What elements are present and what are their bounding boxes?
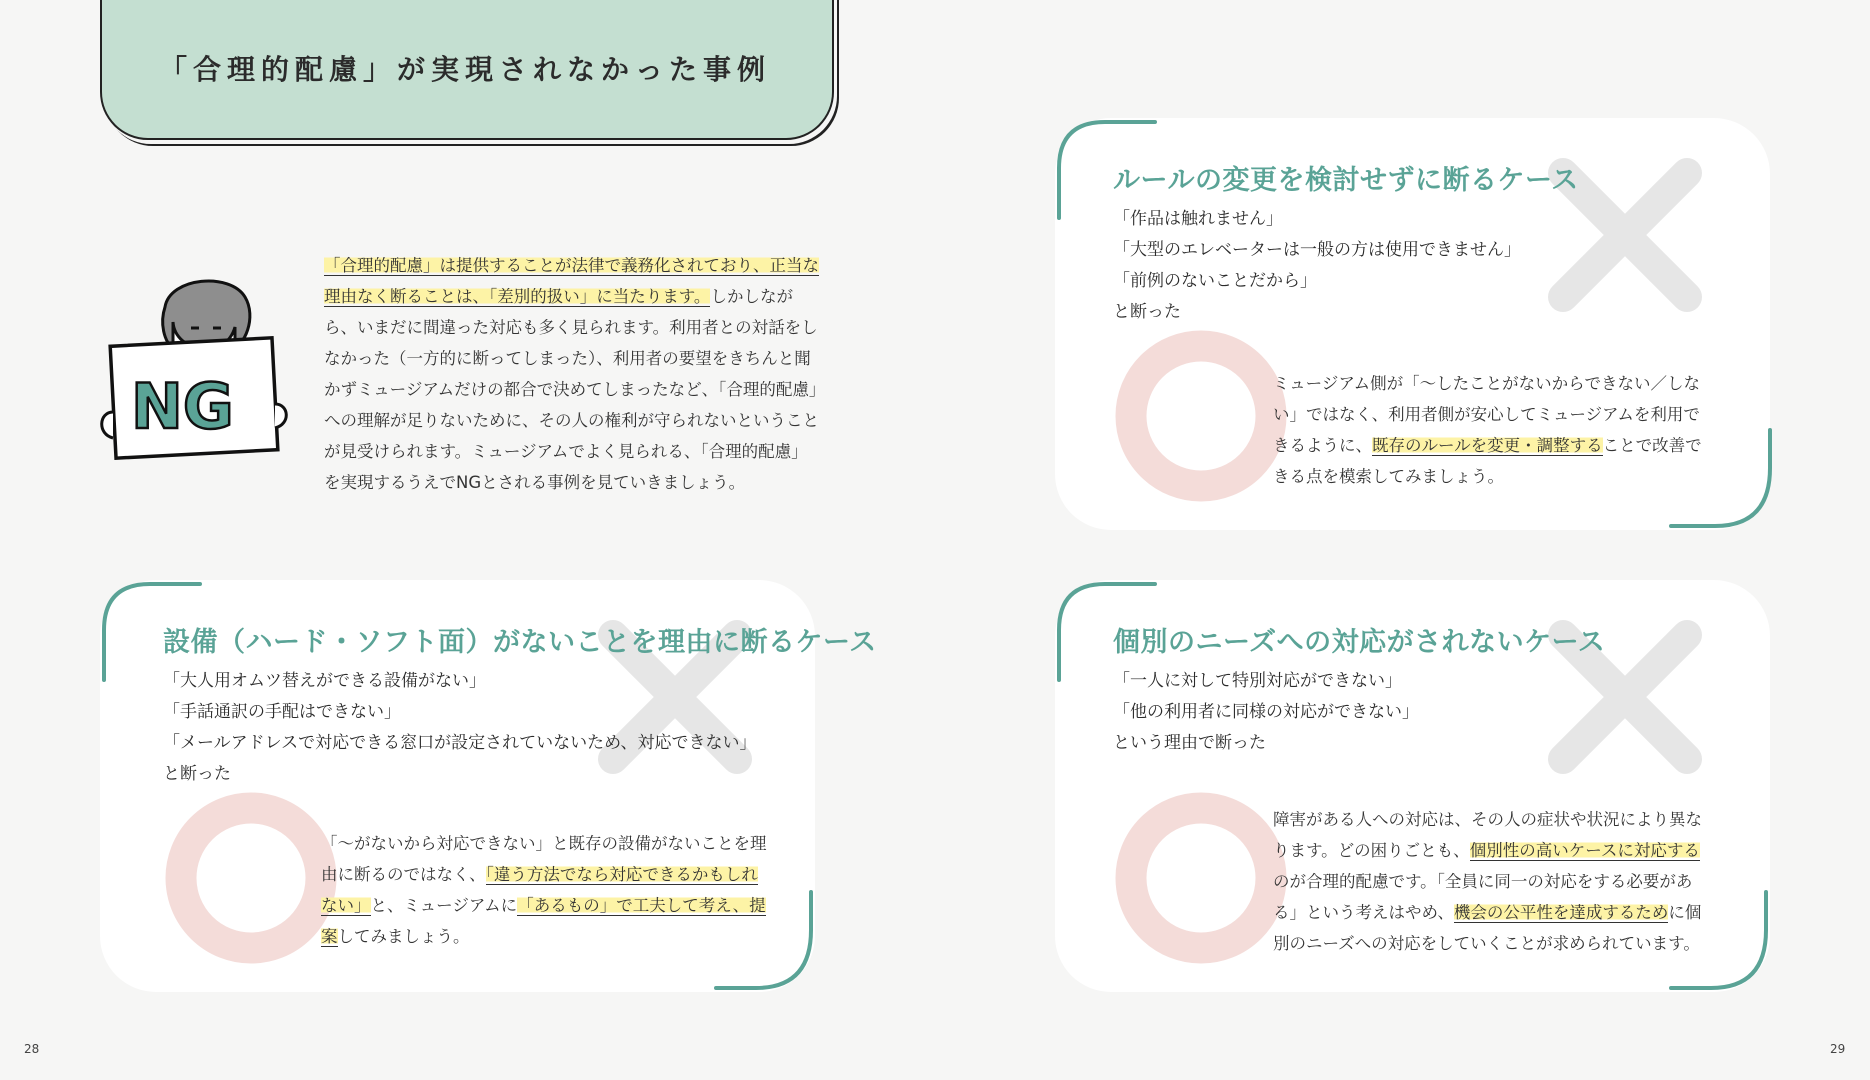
ng-sign-label: NG <box>131 370 234 443</box>
answer-text: 「～がないから対応できない」と既存の設備がないことを理由に断るのではなく、 <box>321 834 767 884</box>
quote-line: 「前例のないことだから」 <box>1113 271 1317 291</box>
circle-mark-icon <box>165 792 337 964</box>
quote-line: 「メールアドレスで対応できる窓口が設定されていないため、対応できない」 <box>163 733 757 753</box>
quote-line: 「他の利用者に同様の対応ができない」 <box>1113 702 1419 722</box>
answer-text: してみましょう。 <box>337 927 470 946</box>
answer-text: ことで改善できる点を模索してみましょう。 <box>1273 436 1702 486</box>
case-title: ルールの変更を検討せずに断るケース <box>1113 165 1579 196</box>
case-answer <box>321 828 767 952</box>
intro-highlight: 「合理的配慮」は提供することが法律で義務化されており、正当な理由なく断ることは、「差別的扱い」に当たります。 <box>324 256 819 306</box>
answer-text: のが合理的配慮です。「全員に同一の対応をする必要がある」という考えはやめ、 <box>1273 872 1693 922</box>
answer-text: 障害がある人への対応は、その人の症状や状況により異なります。どの困りごとも、 <box>1273 810 1702 860</box>
case-quotes <box>1113 666 1419 759</box>
quote-line: と断った <box>163 764 231 784</box>
answer-text: と、ミュージアムに <box>370 896 518 915</box>
quote-line: 「大人用オムツ替えができる設備がない」 <box>163 671 486 691</box>
case-answer <box>1273 368 1715 492</box>
answer-highlight: 「違う方法でなら対応できるかもしれない」 <box>321 865 758 915</box>
quote-line: という理由で断った <box>1113 733 1266 753</box>
case-answer <box>1273 804 1715 959</box>
page-title: 「合理的配慮」が実現されなかった事例 <box>158 53 771 86</box>
answer-highlight: 個別性の高いケースに対応する <box>1469 841 1700 860</box>
case-title: 個別のニーズへの対応がされないケース <box>1113 627 1606 658</box>
answer-text: ミュージアム側が「～したことがないからできない／しない」ではなく、利用者側が安心してミュージアムを利用できるように、 <box>1273 374 1701 455</box>
case-title: 設備（ハード・ソフト面）がないことを理由に断るケース <box>163 627 877 658</box>
ng-illustration <box>95 272 295 472</box>
page-number-left: 28 <box>24 1042 40 1056</box>
quote-line: と断った <box>1113 302 1181 322</box>
circle-mark-icon <box>1115 792 1287 964</box>
page-number-right: 29 <box>1830 1042 1846 1056</box>
answer-highlight: 「あるもの」で工夫して考え、提案 <box>321 896 766 946</box>
quote-line: 「大型のエレベーターは一般の方は使用できません」 <box>1113 240 1521 260</box>
quote-line: 「一人に対して特別対応ができない」 <box>1113 671 1402 691</box>
intro-paragraph <box>324 250 824 498</box>
answer-highlight: 既存のルールを変更・調整する <box>1372 436 1603 455</box>
case-quotes <box>163 666 756 790</box>
quote-line: 「手話通訳の手配はできない」 <box>163 702 401 722</box>
intro-body: しかしながら、いまだに間違った対応も多く見られます。利用者との対話をしなかった（一方的に断ってしまった）、利用者の要望をきちんと聞かずミュージアムだけの都合で決めてしまったなど、「合理的配慮」への理解が足りないために、その人の権利が守られないということが見受けられます。ミュージアムでよく見られる、「合理的配慮」を実現するうえでNGとされる事例を見ていきましょう。 <box>324 287 819 492</box>
answer-highlight: 機会の公平性を達成するため <box>1453 903 1669 922</box>
quote-line: 「作品は触れません」 <box>1113 209 1283 229</box>
case-quotes <box>1113 204 1521 328</box>
answer-text: に個別のニーズへの対応をしていくことが求められています。 <box>1273 903 1702 953</box>
circle-mark-icon <box>1115 330 1287 502</box>
